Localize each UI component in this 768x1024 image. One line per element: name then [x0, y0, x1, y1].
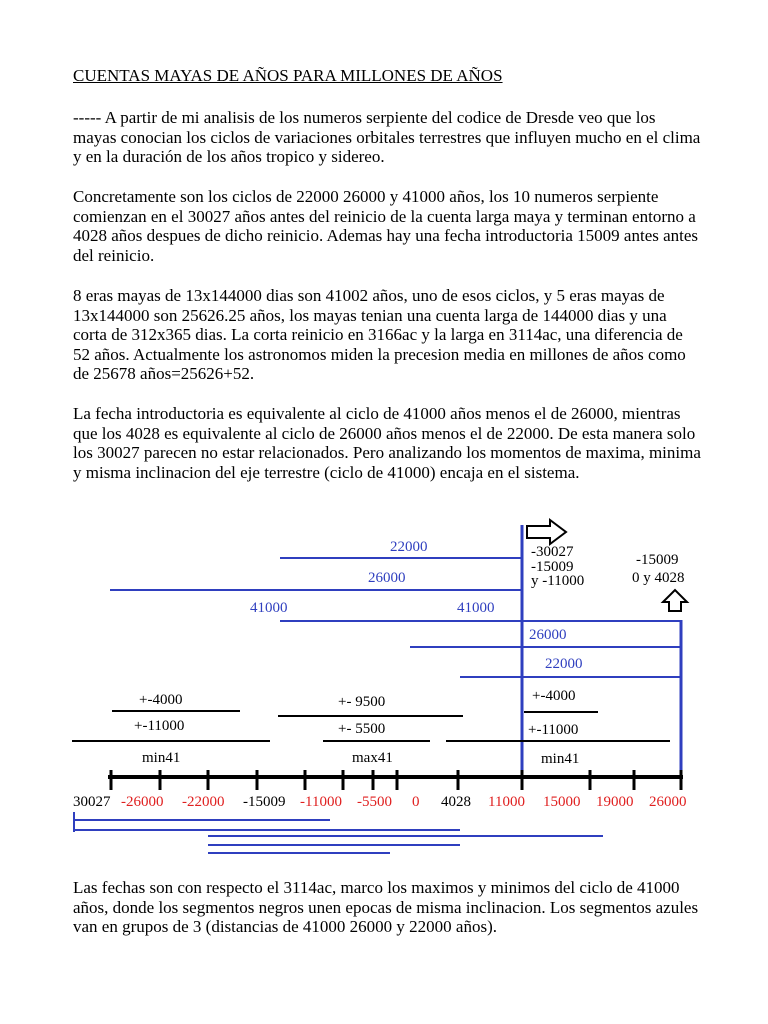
paragraph-2: Concretamente son los ciclos de 22000 26000 y 41000 años, los 10 numeros serpiente comienzan en el 30027 años antes del reinicio de la cuenta larga maya y terminan entorno a 4028 años despues de dicho reinicio. Ademas hay una fecha introductoria 15009 antes antes del reinicio.: [73, 187, 699, 265]
blue-label: 41000: [457, 600, 495, 616]
label-15009: -15009: [531, 559, 574, 575]
label-min41-right: min41: [541, 751, 580, 767]
label-11000-left: +-11000: [134, 718, 185, 734]
label-15009-right: -15009: [636, 552, 679, 568]
label-4000-right: +-4000: [532, 688, 576, 704]
label-max41: max41: [352, 750, 393, 766]
page-title: CUENTAS MAYAS DE AÑOS PARA MILLONES DE AÑOS: [73, 66, 503, 85]
axis-label: 30027: [73, 794, 111, 810]
axis-label: -15009: [243, 794, 286, 810]
axis-label: 19000: [596, 794, 634, 810]
label-5500: +- 5500: [338, 721, 386, 737]
blue-label: 22000: [390, 539, 428, 555]
axis-label: -26000: [121, 794, 164, 810]
axis-label: -22000: [182, 794, 225, 810]
paragraph-4: La fecha introductoria es equivalente al ciclo de 41000 años menos el de 26000, mientras que los 4028 es equivalente al ciclo de 26000 años menos el de 22000. De esta manera solo los 30027 parecen no estar relacionados. Pero analizando los momentos de maxima, minima y misma inclinacion del eje terrestre (ciclo de 41000) encaja en el sistema.: [73, 404, 701, 482]
axis-label: -5500: [357, 794, 392, 810]
axis-label: 26000: [649, 794, 687, 810]
blue-distance-segments: [74, 812, 603, 853]
arrow-up-icon: [663, 590, 687, 611]
paragraph-3: 8 eras mayas de 13x144000 dias son 41002 años, uno de esos ciclos, y 5 eras mayas de 13x144000 son 25626.25 años, los mayas tenian una cuenta larga de 144000 dias y una corta de 312x365 dias. La corta reinicio en 3166ac y la larga en 3114ac, una diferencia de 52 años. Actualmente los astronomos miden la precesion media en millones de años como de 25678 años=25626+52.: [73, 286, 686, 384]
label-11000-right: +-11000: [528, 722, 579, 738]
blue-label: 41000: [250, 600, 288, 616]
paragraph-1: ----- A partir de mi analisis de los numeros serpiente del codice de Dresde veo que los mayas conocian los ciclos de variaciones orbitales terrestres que influyen mucho en el clima y en la duración de los años tropico y sidereo.: [73, 108, 701, 167]
paragraph-5: Las fechas son con respecto el 3114ac, marco los maximos y minimos del ciclo de 41000 años, donde los segmentos negros unen epocas de misma inclinacion. Los segmentos azules van en grupos de 3 (distancias de 41000 26000 y 22000 años).: [73, 878, 699, 937]
label-11000: y -11000: [531, 573, 585, 589]
axis-label: 4028: [441, 794, 471, 810]
label-9500: +- 9500: [338, 694, 386, 710]
label-30027: -30027: [531, 544, 574, 560]
blue-label: 22000: [545, 656, 583, 672]
label-0-4028: 0 y 4028: [632, 570, 685, 586]
axis-label: 0: [412, 794, 420, 810]
blue-label: 26000: [529, 627, 567, 643]
axis-label: 11000: [488, 794, 525, 810]
label-min41-left: min41: [142, 750, 181, 766]
timeline-ticks: [111, 770, 681, 790]
blue-label: 26000: [368, 570, 406, 586]
axis-label: -11000: [300, 794, 342, 810]
axis-label: 15000: [543, 794, 581, 810]
arrow-right-icon: [527, 520, 566, 544]
label-4000-left: +-4000: [139, 692, 183, 708]
